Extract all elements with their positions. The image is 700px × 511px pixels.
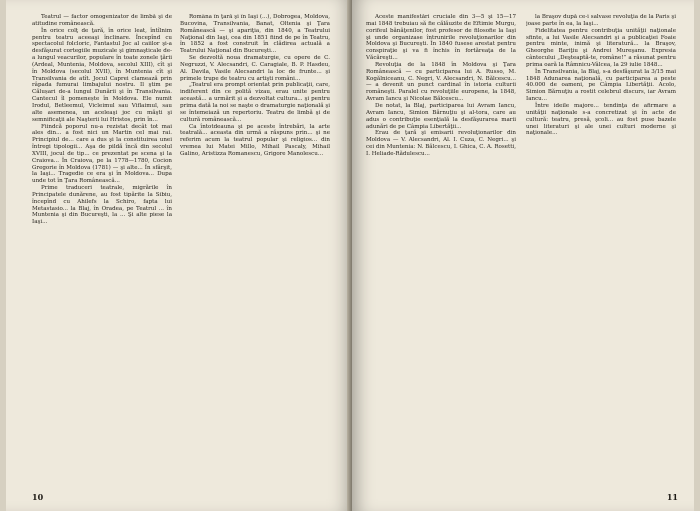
page-edge bbox=[694, 0, 700, 511]
paragraph: În Transilvania, la Blaj, s-a desfăşurat la 3/15 mai 1848 Adunarea naţională, cu participarea a peste 40.000 de oameni, pe Câmpia Libertăţii. Acolo, Simion Bărnuţiu a rostit celebrul discurs, iar Avram Iancu... bbox=[526, 68, 676, 103]
paragraph: Aceste manifestări cruciale din 3—5 şi 15—17 mai 1848 trebuiau să fie călăuzite de Eftimie Murgu, corifeul bănăţenilor, fost profesor de filosofie la Iaşi şi unde organizase întrunirile revoluţionarilor din Moldova şi Bucureşti. În 1840 fusese arestat pentru conspiraţie şi va fi închis în fortăreaţa de la Văcăreşti... bbox=[366, 14, 516, 62]
right-page bbox=[352, 0, 700, 511]
right-page-column-a bbox=[366, 14, 516, 484]
page-edge bbox=[0, 0, 6, 511]
left-page-column-b bbox=[180, 14, 330, 484]
paragraph: Prime traduceri teatrale, migrările în Principatele dunărene, au fost tipărite la Sibiu, începînd cu Ahilefs la Schiro, fapta lui Metastasio... la Blaj, în Oradea, pe Teatrul ... în Muntenia şi din Bucureşti, la ... Şi alte piese la Iaşi... bbox=[32, 185, 172, 226]
page-number: 11 bbox=[666, 492, 678, 502]
paragraph: Fiindcă poporul nu-a rezistat decât tot mai ales din... a fost nici un Martin cel mai rai. Principiul de... care a dus şi la constituirea unei întregi tipologii... Aşa de pildă încă din secolul XVIII, jocul de tip... ce prezentat pe scena şi la Craiova... În Craiova, pe la 1778—1780, Cocion Gregorie în Moldova (1781) — şi alte... În sfârşit, la Iaşi... Tragedie ce era şi în Moldova... Dupa unde tot în Ţara Românească... bbox=[32, 123, 172, 185]
paragraph: la Braşov după ce-i salvase revoluţia de la Paris şi joase parte în ea, la Iaşi... bbox=[526, 14, 676, 27]
paragraph: Ca întotdeauna şi pe aceste întrebări, la arte teatrală... aceasta din urmă a răspuns prin... şi ne referim acum la teatrul popular şi religios... din vremea lui Matei Millo, Mihail Pascaly, Mihail Galino, Aristizza Romanescu, Grigore Manolescu... bbox=[180, 123, 330, 157]
paragraph: Româna în ţară şi în Iaşi (...), Dobrogea, Moldova, Bucovina, Transilvania, Banat, Oltenia şi Ţara Românească — şi apariţia, din 1840, a Teatrului Naţional din Iaşi, cea din 1851 fiind de pe în Teatru, în 1852 a fost construit în clădirea actuală a Teatrului Naţional din Bucureşti... bbox=[180, 14, 330, 55]
paragraph: Teatrul — factor omogenizator de limbă şi de atitudine românească. bbox=[32, 14, 172, 27]
paragraph: Se dezvoltă noua dramaturgie, cu opere de C. Negruzzi, V. Alecsandri, C. Caragiale, B. P. Hasdeu, Al. Davila, Vasile Alecsandri la loc de frunte... şi primele trupe de teatru cu artişti români... bbox=[180, 55, 330, 82]
paragraph: Revoluţia de la 1848 în Moldova şi Ţara Românească — cu participarea lui A. Russo, M. Kogălniceanu, C. Negri, V. Alecsandri, N. Bălcescu... — a devenit un punct cardinal în istoria culturii româneşti. Paralel cu revoluţiile europene, la 1848, Avram Iancu şi Nicolae Bălcescu... bbox=[366, 61, 516, 103]
paragraph: În orice colţ de ţară, în orice leat, întîlnim pentru teatru aceeaşi înclinare. Începînd cu spectacolul folcloric, Fantastul Joc al caiilor şi-a desfăşurat cortegiile muzicale şi gimnaşticale de-a lungul veacurilor, populare în toate zonele ţării (Ardeal, Muntenia, Moldova, secolul XIII), cît şi în Moldova (secolul XVII), în Muntenia cît şi Transilvania de atît. Jocul Caprei clamează prin râpada fumurai limbajului nostru. Il ştim pe Călușari de-a lungul Dunării şi în Transilvania. Cantecul îl pomenește în Moldova. Ele numit Irodul, Betleemul, Vicleimul sau Viflaimul, sau alte asemenea, un aceleaşi joc cu măşti şi semnificaţii ale Naşterii lui Hristos, prin în... bbox=[32, 27, 172, 123]
paragraph: Fidelitatea pentru contribuţia unităţii naţionale sfinte, a lui Vasile Alecsandri şi a publicaţiei Foaie pentru minte, inimă şi literatură... la Braşov, Gheorghe Bariţiu şi Andrei Mureşanu. Expresia cântecului „Deşteaptă-te, române!” a răsunat pentru prima oară la Râmnicu-Vâlcea, la 29 iulie 1848... bbox=[526, 27, 676, 68]
paragraph: Între ideile majore... tendinţa de afirmare a unităţii naţionale s-a concretizat şi în acte de cultură: teatru, presă, şcoli... au fost puse bazele unei literaturi şi ale unei culturi moderne şi naţionale... bbox=[526, 102, 676, 137]
left-page-column-a bbox=[32, 14, 172, 484]
paragraph: Erau de ţară şi emisarii revoluţionarilor din Moldova — V. Alecsandri, Al. I. Cuza, C. Negri... şi cei din Muntenia: N. Bălcescu, I. Ghica, C. A. Rosetti, I. Heliade-Rădulescu... bbox=[366, 130, 516, 157]
paragraph: „Teatrul era prompt orientat prin publicaţii, care, indiferent din ce polită vizau, erau unite pentru această... a urmărit și a dezvoltat cultura... şi pentru prima dată la noi se naşte o dramaturgie naţională şi se întemeiază un repertoriu. Teatru de limbă şi de cultură românească... bbox=[180, 82, 330, 123]
page-number: 10 bbox=[32, 492, 44, 502]
paragraph: De notat, la Blaj, participarea lui Avram Iancu, Avram Iancu, Simion Bărnuţiu şi al-tora, care au adus o contribuţie esenţială la desfăşurarea marii adunări de pe Câmpia Libertăţii... bbox=[366, 102, 516, 130]
right-page-column-b bbox=[526, 14, 676, 484]
